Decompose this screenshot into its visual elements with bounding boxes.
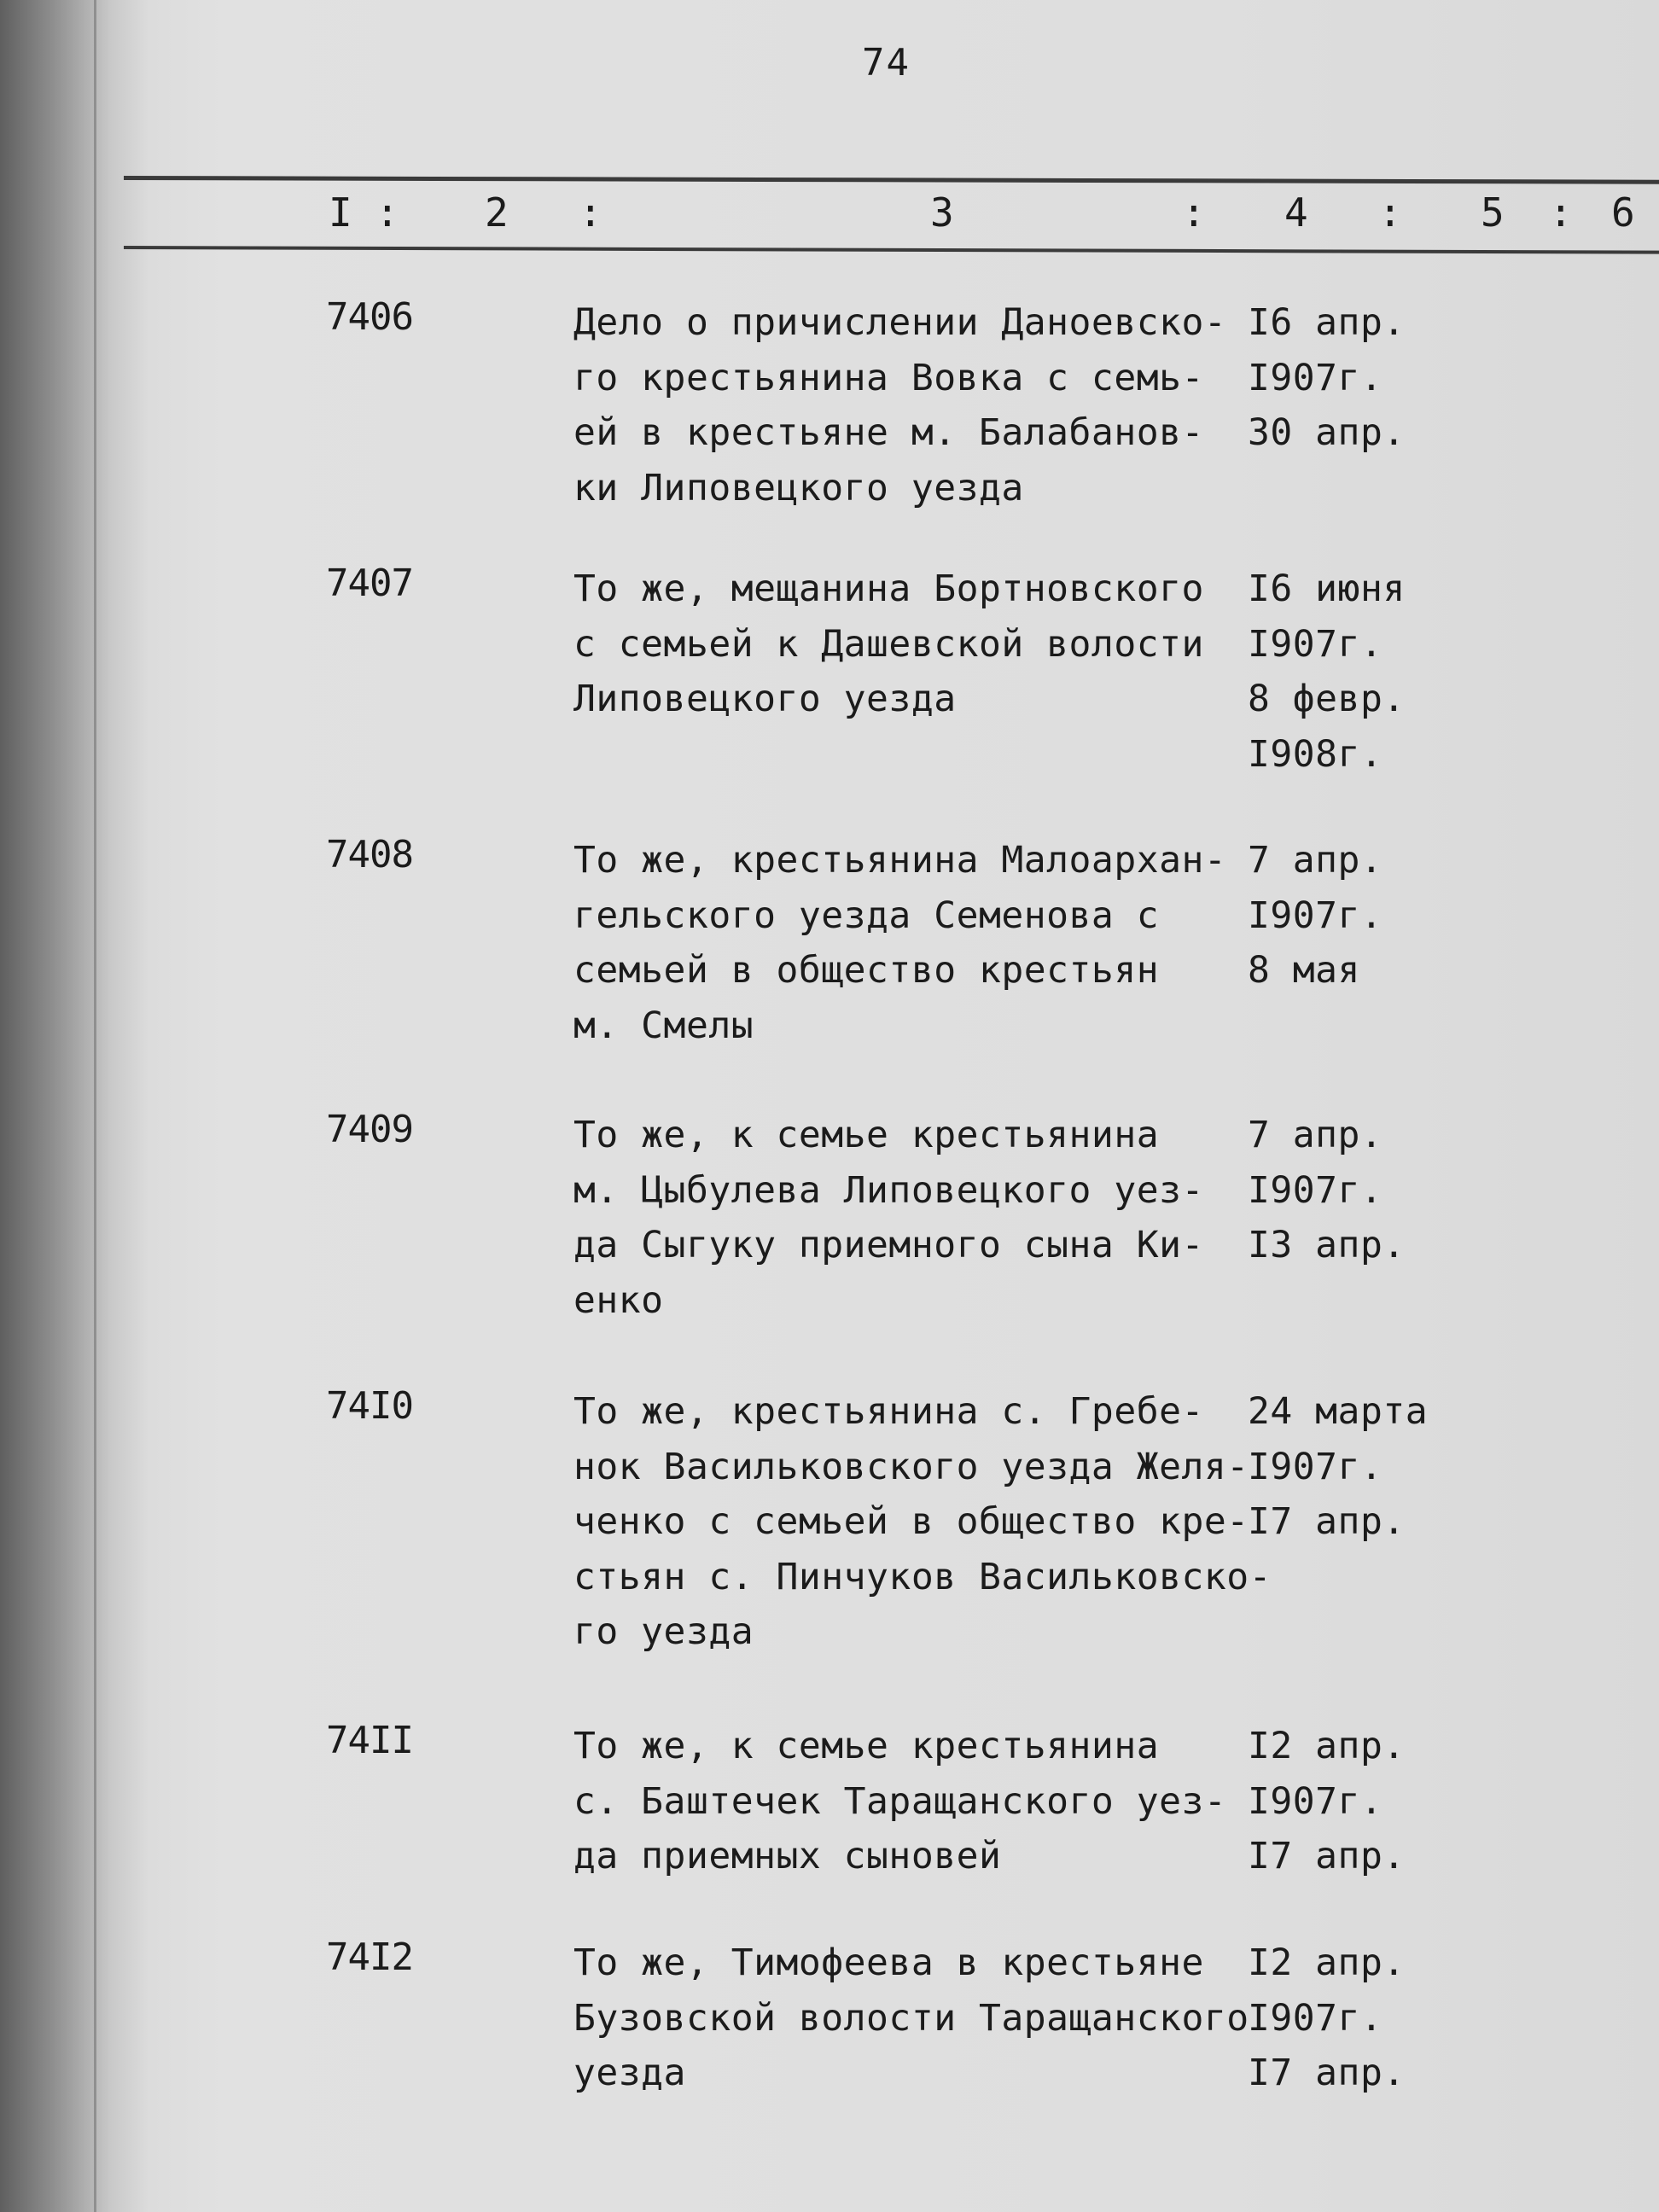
date-line: I6 апр. [1248,301,1406,344]
date-line: I2 апр. [1248,1725,1406,1767]
column-separator: : [375,189,399,236]
header-rule-top [124,176,1659,184]
entry-description [573,295,1226,515]
description-line: м. Смелы [573,1004,754,1047]
column-separator: : [1549,189,1573,236]
description-line: То же, крестьянина с. Гребе- [573,1390,1204,1433]
description-line: То же, к семье крестьянина [573,1114,1160,1156]
date-line: I7 апр. [1248,1835,1406,1877]
description-line: м. Цыбулева Липовецкого уез- [573,1168,1204,1212]
date-line: I6 июня [1248,568,1406,610]
description-line: с семьей к Дашевской волости [573,622,1204,666]
date-line: I7 апр. [1248,2052,1406,2094]
date-line: I907г. [1248,894,1383,937]
entry-description [573,1719,1226,1884]
description-line: Липовецкого уезда [573,678,957,720]
date-line: 7 апр. [1248,839,1383,882]
description-line: стьян с. Пинчуков Васильковско- [573,1555,1272,1598]
date-line: 8 февр. [1248,678,1406,720]
description-line: То же, Тимофеева в крестьяне [573,1941,1204,1984]
description-line: ченко с семьей в общество кре- [573,1500,1249,1543]
binding-gutter [94,0,96,2212]
date-line: I907г. [1248,356,1383,399]
column-separator: : [1182,189,1206,236]
date-line: I2 апр. [1248,1941,1406,1984]
date-line: I907г. [1248,1996,1383,2040]
description-line: Дело о причислении Даноевско- [573,301,1227,344]
column-header-4: 4 [1284,189,1308,236]
date-line: 24 марта [1248,1390,1429,1433]
description-line: нок Васильковского уезда Желя- [573,1445,1249,1488]
date-line: 30 апр. [1248,411,1406,454]
page-number: 74 [862,41,911,84]
description-line: го крестьянина Вовка с семь- [573,356,1204,399]
date-line: I907г. [1248,1168,1383,1212]
column-separator: : [1378,189,1402,236]
entry-number: 7406 [326,295,413,339]
description-line: уезда [573,2052,686,2094]
entry-dates [1248,1719,1406,1884]
entry-number: 74II [326,1719,413,1762]
entry-number: 74I0 [326,1384,413,1428]
entry-dates [1248,1108,1406,1273]
column-header-5: 5 [1481,189,1505,236]
description-line: То же, крестьянина Малоархан- [573,839,1227,882]
date-line: I908г. [1248,732,1383,776]
entry-number: 7408 [326,833,413,876]
entry-dates [1248,562,1406,782]
entry-number: 7409 [326,1108,413,1151]
header-rule-bottom [124,246,1659,254]
entry-description [573,1384,1272,1660]
date-line: I907г. [1248,622,1383,666]
entry-dates [1248,1384,1428,1550]
date-line: I7 апр. [1248,1500,1406,1543]
entry-dates [1248,833,1382,998]
description-line: То же, мещанина Бортновского [573,568,1204,610]
column-header-3: 3 [930,189,954,236]
column-separator: : [579,189,602,236]
description-line: Бузовской волости Таращанского [573,1996,1249,2040]
description-line: ей в крестьяне м. Балабанов- [573,411,1204,454]
description-line: го уезда [573,1610,754,1653]
description-line: да приемных сыновей [573,1835,1002,1877]
entry-description [573,1936,1249,2101]
date-line: I907г. [1248,1779,1383,1823]
description-line: То же, к семье крестьянина [573,1725,1160,1767]
description-line: да Сыгуку приемного сына Ки- [573,1224,1204,1266]
description-line: семьей в общество крестьян [573,949,1160,992]
date-line: I3 апр. [1248,1224,1406,1266]
entry-number: 74I2 [326,1936,413,1979]
column-header-6: 6 [1611,189,1635,236]
date-line: 8 мая [1248,949,1360,992]
date-line: I907г. [1248,1445,1383,1488]
entry-description [573,833,1226,1053]
entry-number: 7407 [326,562,413,605]
entry-description [573,1108,1204,1328]
entry-dates [1248,295,1406,461]
description-line: гельского уезда Семенова с [573,894,1160,937]
description-line: енко [573,1278,664,1322]
column-header-1: I [329,189,352,236]
date-line: 7 апр. [1248,1114,1383,1156]
entry-dates [1248,1936,1406,2101]
description-line: с. Баштечек Таращанского уез- [573,1779,1227,1823]
description-line: ки Липовецкого уезда [573,466,1024,509]
column-header-2: 2 [485,189,509,236]
entry-description [573,562,1204,727]
